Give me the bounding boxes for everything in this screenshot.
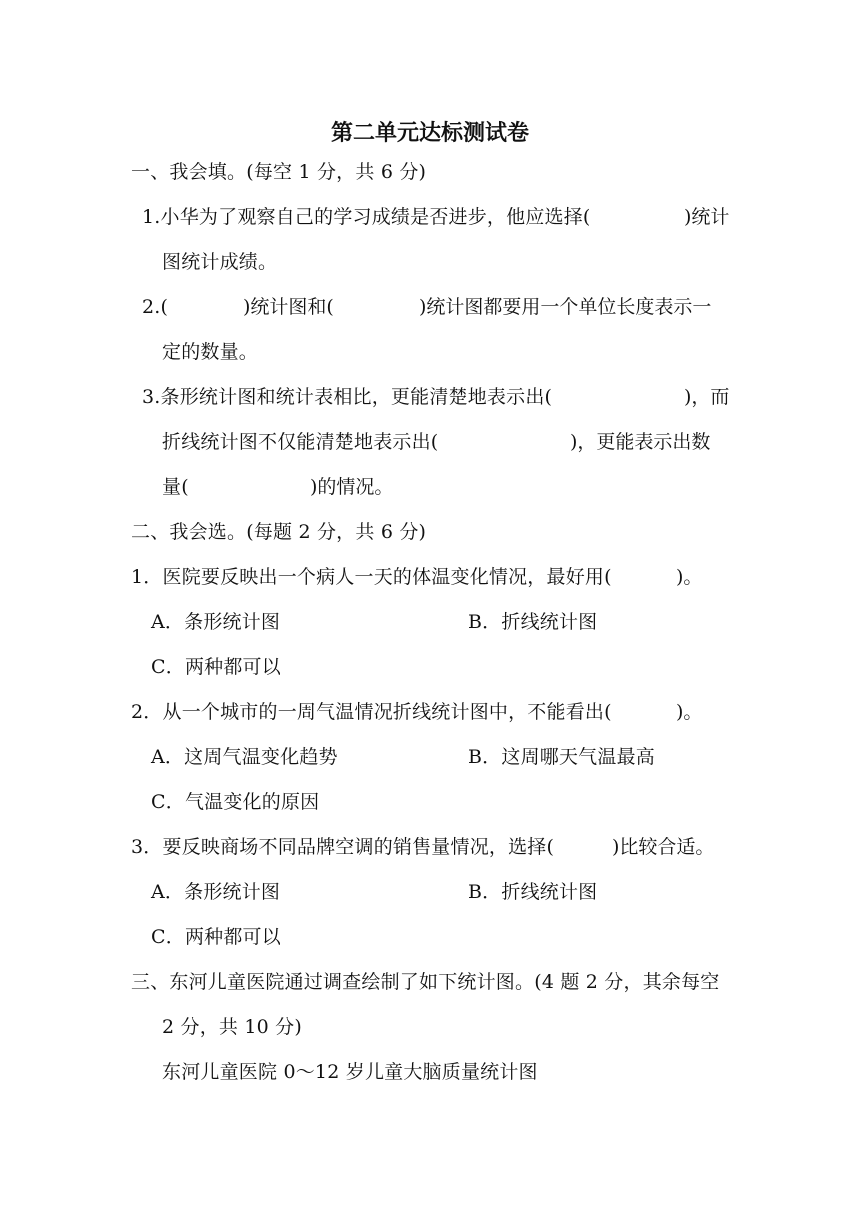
s2-q3-stem-a: 3．要反映商场不同品牌空调的销售量情况，选择( — [131, 836, 555, 858]
s2-q1-option-c: C．两种都可以 — [151, 656, 281, 678]
s1-q2-line1 — [142, 295, 168, 319]
s1-q3-text-e: 量( — [162, 476, 189, 498]
s2-q2-stem-b: )。 — [676, 701, 703, 723]
s2-q1-stem-b: )。 — [676, 566, 703, 588]
s1-q2-text-b: )统计图和( — [243, 296, 334, 318]
s1-q2-text-a: 2.( — [142, 296, 169, 318]
s2-q3-option-c: C．两种都可以 — [151, 926, 281, 948]
s2-q3-option-b: B．折线统计图 — [468, 881, 598, 903]
section2-heading: 二、我会选。(每题 2 分，共 6 分) — [131, 521, 427, 543]
s1-q3-text-f: )的情况。 — [310, 476, 394, 498]
s1-q1-text-b: )统计 — [684, 206, 730, 228]
s2-q2-option-b: B．这周哪天气温最高 — [468, 746, 655, 768]
s1-q3-line2 — [162, 430, 438, 454]
s1-q1-text-a: 1.小华为了观察自己的学习成绩是否进步，他应选择( — [142, 206, 591, 228]
s2-q2-option-a: A．这周气温变化趋势 — [151, 746, 338, 768]
s1-q2-line2: 定的数量。 — [162, 341, 259, 363]
s2-q1-option-a: A．条形统计图 — [151, 611, 281, 633]
s2-q1-stem-a: 1．医院要反映出一个病人一天的体温变化情况，最好用( — [131, 566, 612, 588]
s2-q3-option-a: A．条形统计图 — [151, 881, 281, 903]
s1-q1-line2: 图统计成绩。 — [162, 251, 278, 273]
section3-heading-line1: 三、东河儿童医院通过调查绘制了如下统计图。(4 题 2 分，其余每空 — [131, 971, 720, 993]
s2-q2-option-c: C．气温变化的原因 — [151, 791, 320, 813]
s2-q3-stem-b: )比较合适。 — [612, 836, 715, 858]
s1-q3-line3 — [162, 475, 189, 499]
s2-q1-option-b: B．折线统计图 — [468, 611, 598, 633]
s1-q3-text-d: )，更能表示出数 — [570, 431, 711, 453]
chart-caption: 东河儿童医院 0～12 岁儿童大脑质量统计图 — [162, 1061, 538, 1083]
page-title: 第二单元达标测试卷 — [330, 121, 529, 146]
s2-q2-stem-a: 2．从一个城市的一周气温情况折线统计图中，不能看出( — [131, 701, 612, 723]
s1-q3-text-a: 3.条形统计图和统计表相比，更能清楚地表示出( — [142, 386, 553, 408]
s1-q2-text-c: )统计图都要用一个单位长度表示一 — [419, 296, 712, 318]
s1-q3-line1 — [142, 385, 552, 409]
section1-heading: 一、我会填。(每空 1 分，共 6 分) — [131, 161, 427, 183]
s1-q3-text-c: 折线统计图不仅能清楚地表示出( — [162, 431, 439, 453]
s1-q3-text-b: )，而 — [684, 386, 730, 408]
s1-q1-line1 — [142, 205, 591, 229]
section3-heading-line2: 2 分，共 10 分) — [162, 1016, 302, 1038]
